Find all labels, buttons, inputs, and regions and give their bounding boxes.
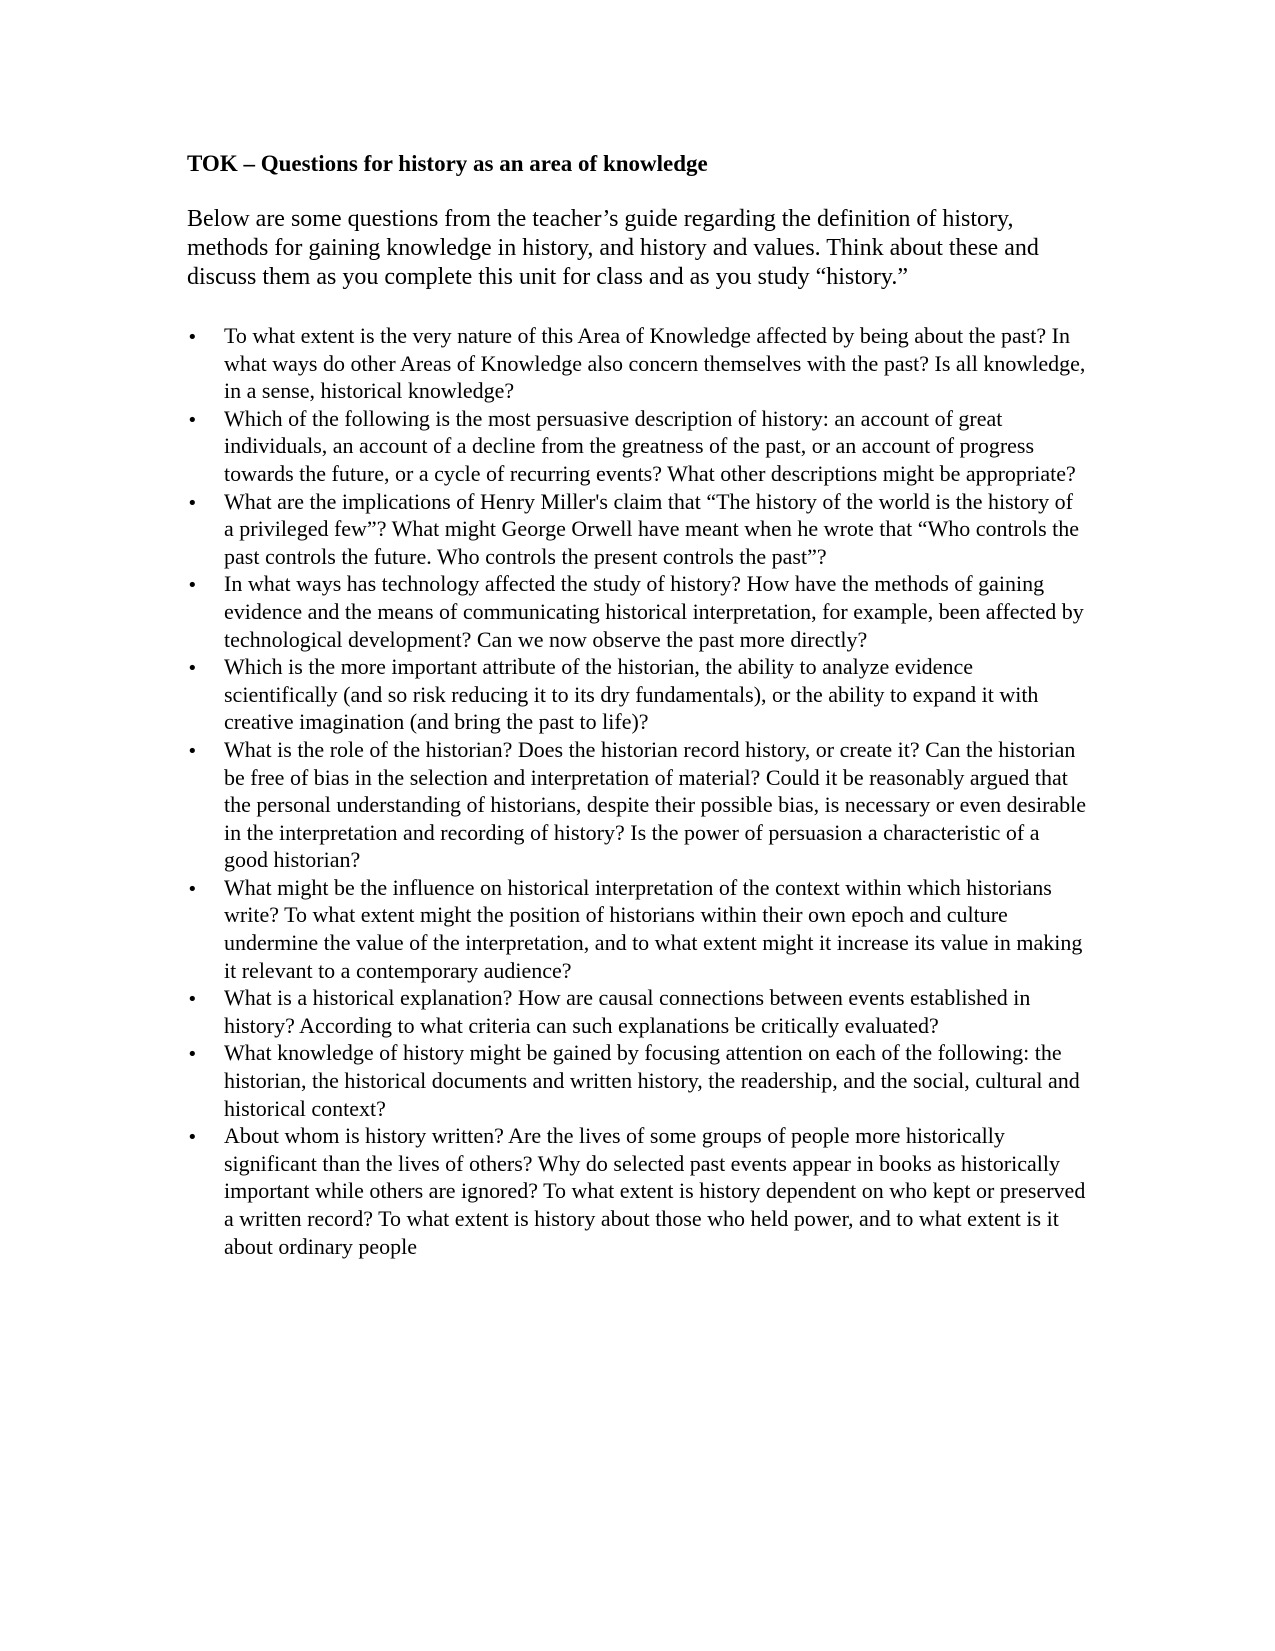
question-text: To what extent is the very nature of this Area of Knowledge affected by being about the past? In what ways do other Areas of Knowledge also concern themselves with the past? Is all knowledge, in a sense, historical knowledge? <box>224 323 1086 404</box>
list-item <box>187 570 1087 653</box>
list-item <box>187 322 1087 405</box>
question-text: What are the implications of Henry Miller's claim that “The history of the world is the history of a privileged few”? What might George Orwell have meant when he wrote that “Who controls the past controls the future. Who controls the present controls the past”? <box>224 488 1080 569</box>
question-text: What is a historical explanation? How are causal connections between events established in history? According to what criteria can such explanations be critically evaluated? <box>224 985 1031 1038</box>
bullet-icon <box>187 736 207 766</box>
question-text: About whom is history written? Are the lives of some groups of people more historically significant than the lives of others? Why do selected past events appear in books as historically important while others are ignored? To what extent is history dependent on who kept or preserved a written record? To what extent is history about those who held power, and to what extent is it about ordinary people <box>224 1123 1086 1259</box>
question-text: In what ways has technology affected the study of history? How have the methods of gaining evidence and the means of communicating historical interpretation, for example, been affected by technological development? Can we now observe the past more directly? <box>224 571 1084 652</box>
bullet-icon <box>187 984 207 1014</box>
intro-paragraph: Below are some questions from the teacher’s guide regarding the definition of history, methods for gaining knowledge in history, and history and values. Think about these and discuss them as you complete this unit for class and as you study “history.” <box>187 206 1039 290</box>
question-text: What is the role of the historian? Does the historian record history, or create it? Can the historian be free of bias in the selection and interpretation of material? Could it be reasonably argued that the personal understanding of historians, despite their possible bias, is necessary or even desirable in the interpretation and recording of history? Is the power of persuasion a characteristic of a good historian? <box>224 736 1087 873</box>
question-text: What knowledge of history might be gained by focusing attention on each of the following: the historian, the historical documents and written history, the readership, and the social, cultural and historical context? <box>224 1040 1080 1121</box>
question-text: What might be the influence on historical interpretation of the context within which historians write? To what extent might the position of historians within their own epoch and culture undermine the value of the interpretation, and to what extent might it increase its value in making it relevant to a contemporary audience? <box>224 874 1083 983</box>
list-item <box>187 736 1087 874</box>
bullet-icon <box>187 874 207 904</box>
question-text: Which is the more important attribute of the historian, the ability to analyze evidence scientifically (and so risk reducing it to its dry fundamentals), or the ability to expand it with creative imagination (and bring the past to life)? <box>224 654 1039 735</box>
bullet-icon <box>187 653 207 683</box>
bullet-icon <box>187 322 207 352</box>
bullet-icon <box>187 1122 207 1152</box>
question-list <box>187 322 1087 1260</box>
bullet-icon <box>187 405 207 435</box>
list-item <box>187 405 1087 488</box>
bullet-icon <box>187 1039 207 1069</box>
document-title: TOK – Questions for history as an area of knowledge <box>187 151 708 176</box>
list-item <box>187 653 1087 736</box>
list-item <box>187 1122 1087 1260</box>
bullet-icon <box>187 570 207 600</box>
list-item <box>187 874 1087 984</box>
list-item <box>187 984 1087 1039</box>
list-item <box>187 488 1087 571</box>
list-item <box>187 1039 1087 1122</box>
question-text: Which of the following is the most persuasive description of history: an account of great individuals, an account of a decline from the greatness of the past, or an account of progress towards the future, or a cycle of recurring events? What other descriptions might be appropriate? <box>224 405 1076 486</box>
bullet-icon <box>187 488 207 518</box>
